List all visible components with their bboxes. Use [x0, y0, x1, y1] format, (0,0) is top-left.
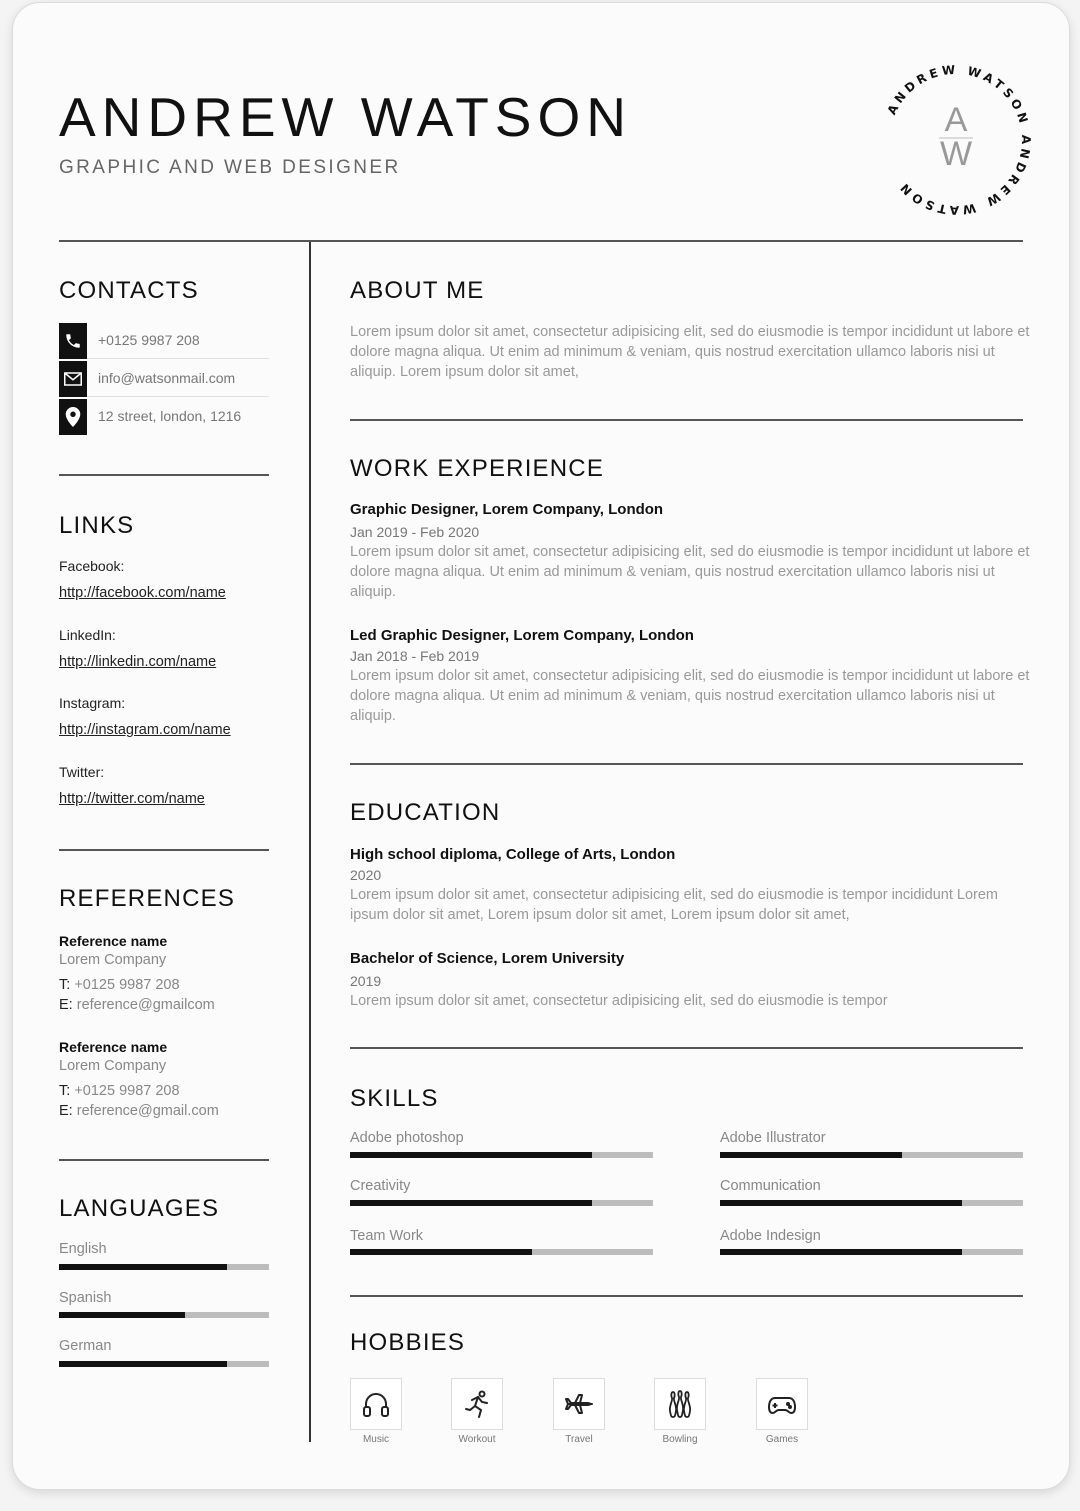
job-subtitle: GRAPHIC AND WEB DESIGNER [59, 157, 401, 178]
hobby-label: Music [362, 1434, 390, 1445]
skill-name: Communication [720, 1178, 821, 1194]
contact-separator [87, 396, 269, 397]
education-date: 2019 [350, 973, 382, 989]
language-name: Spanish [59, 1290, 112, 1306]
airplane-icon [553, 1378, 605, 1430]
instagram-label: Instagram: [59, 695, 126, 711]
education-title-item: High school diploma, College of Arts, London [350, 846, 676, 863]
facebook-label: Facebook: [59, 558, 125, 574]
reference-email: E: reference@gmailcom [59, 997, 215, 1013]
links-divider [59, 849, 269, 851]
language-name: English [59, 1241, 107, 1257]
monogram-top-letter: A [944, 101, 968, 139]
hobby-label: Games [765, 1434, 799, 1445]
skill-bar-fill [350, 1152, 592, 1158]
skill-bar [350, 1249, 653, 1255]
twitter-link[interactable]: http://twitter.com/name [59, 791, 205, 807]
monogram-logo [871, 55, 1041, 225]
headphones-icon [350, 1378, 402, 1430]
reference-company: Lorem Company [59, 1058, 167, 1074]
location-icon [59, 399, 87, 435]
bowling-icon [654, 1378, 706, 1430]
contacts-title: CONTACTS [59, 277, 199, 304]
education-title-item: Bachelor of Science, Lorem University [350, 950, 625, 967]
reference-name: Reference name [59, 933, 168, 949]
education-description: Lorem ipsum dolor sit amet, consectetur adipisicing elit, sed do eiusmodie is tempor incididunt Lorem ipsum dolor sit amet, Lorem ipsum dolor sit amet, Lorem ipsum dolor sit amet, [350, 887, 998, 923]
reference-email: E: reference@gmail.com [59, 1103, 219, 1119]
hobbies-title: HOBBIES [350, 1329, 466, 1356]
skill-bar-fill [720, 1249, 962, 1255]
about-text: Lorem ipsum dolor sit amet, consectetur adipisicing elit, sed do eiusmodie is tempor incididunt ut labore et dolore magna aliqua. Ut enim ad minimum & veniam, quis nostrud exercitation ullamco laboris nisi ut aliquip. Lorem ipsum dolor sit amet, [350, 324, 1030, 380]
job-description: Lorem ipsum dolor sit amet, consectetur adipisicing elit, sed do eiusmodie is tempor incididunt ut labore et dolore magna aliqua. Ut enim ad minimum & veniam, quis nostrud exercitation ullamco laboris nisi ut aliquip. [350, 544, 1030, 600]
reference-phone: T: +0125 9987 208 [59, 977, 180, 993]
about-title: ABOUT ME [350, 277, 485, 304]
contact-separator [87, 358, 269, 359]
skill-bar-fill [720, 1152, 902, 1158]
language-bar [59, 1264, 269, 1270]
contacts-divider [59, 474, 269, 476]
education-title: EDUCATION [350, 799, 501, 826]
skill-name: Adobe photoshop [350, 1130, 464, 1146]
monogram-ring-text: ANDREW WATSON ANDREW WATSON [884, 62, 1034, 218]
instagram-link[interactable]: http://instagram.com/name [59, 722, 231, 738]
skills-divider [350, 1295, 1023, 1297]
work-divider [350, 763, 1023, 765]
skill-bar [720, 1200, 1023, 1206]
skill-name: Creativity [350, 1178, 411, 1194]
contact-email [59, 361, 269, 397]
mail-icon [59, 361, 87, 397]
skill-bar [350, 1152, 653, 1158]
contact-address [59, 399, 269, 435]
skill-bar-fill [350, 1200, 592, 1206]
work-title: WORK EXPERIENCE [350, 455, 605, 482]
education-date: 2020 [350, 867, 382, 883]
hobby-label: Workout [458, 1434, 496, 1445]
job-title: Led Graphic Designer, Lorem Company, London [350, 627, 694, 644]
language-name: German [59, 1338, 112, 1354]
facebook-link[interactable]: http://facebook.com/name [59, 585, 226, 601]
hobby-bowling [654, 1378, 706, 1445]
running-icon [451, 1378, 503, 1430]
languages-title: LANGUAGES [59, 1195, 220, 1222]
job-description: Lorem ipsum dolor sit amet, consectetur adipisicing elit, sed do eiusmodie is tempor incididunt ut labore et dolore magna aliqua. Ut enim ad minimum & veniam, quis nostrud exercitation ullamco laboris nisi ut aliquip. [350, 668, 1030, 724]
hobby-workout [451, 1378, 503, 1445]
skill-bar-fill [350, 1249, 532, 1255]
education-divider [350, 1047, 1023, 1049]
skill-name: Adobe Indesign [720, 1228, 821, 1244]
linkedin-link[interactable]: http://linkedin.com/name [59, 654, 217, 670]
hobby-games [756, 1378, 808, 1445]
skill-bar [350, 1200, 653, 1206]
gamepad-icon [756, 1378, 808, 1430]
reference-phone: T: +0125 9987 208 [59, 1083, 180, 1099]
header-divider [59, 240, 1023, 242]
contact-address-text: 12 street, london, 1216 [98, 408, 242, 424]
reference-name: Reference name [59, 1039, 168, 1055]
name-heading: ANDREW WATSON [59, 86, 632, 148]
phone-icon [59, 323, 87, 359]
language-bar-fill [59, 1312, 185, 1318]
hobby-label: Bowling [662, 1434, 698, 1445]
job-date: Jan 2018 - Feb 2019 [350, 648, 480, 664]
education-description: Lorem ipsum dolor sit amet, consectetur adipisicing elit, sed do eiusmodie is tempor [350, 993, 888, 1009]
language-bar-fill [59, 1361, 227, 1367]
job-title: Graphic Designer, Lorem Company, London [350, 501, 664, 518]
language-bar [59, 1361, 269, 1367]
resume-page [12, 2, 1070, 1490]
language-bar-fill [59, 1264, 227, 1270]
twitter-label: Twitter: [59, 764, 105, 780]
skill-bar [720, 1249, 1023, 1255]
monogram-bottom-letter: W [939, 135, 973, 173]
hobby-music [350, 1378, 402, 1445]
reference-company: Lorem Company [59, 952, 167, 968]
about-divider [350, 419, 1023, 421]
language-bar [59, 1312, 269, 1318]
column-divider [309, 242, 311, 1442]
links-title: LINKS [59, 512, 135, 539]
skill-name: Adobe Illustrator [720, 1130, 826, 1146]
contact-phone [59, 323, 269, 359]
job-date: Jan 2019 - Feb 2020 [350, 524, 480, 540]
hobby-travel [553, 1378, 605, 1445]
contact-email-text: info@watsonmail.com [98, 370, 236, 386]
linkedin-label: LinkedIn: [59, 627, 116, 643]
contact-phone-text: +0125 9987 208 [98, 332, 200, 348]
skill-bar [720, 1152, 1023, 1158]
hobby-label: Travel [565, 1434, 593, 1445]
skill-bar-fill [720, 1200, 962, 1206]
references-divider [59, 1159, 269, 1161]
skills-title: SKILLS [350, 1085, 439, 1112]
skill-name: Team Work [350, 1228, 424, 1244]
references-title: REFERENCES [59, 885, 236, 912]
